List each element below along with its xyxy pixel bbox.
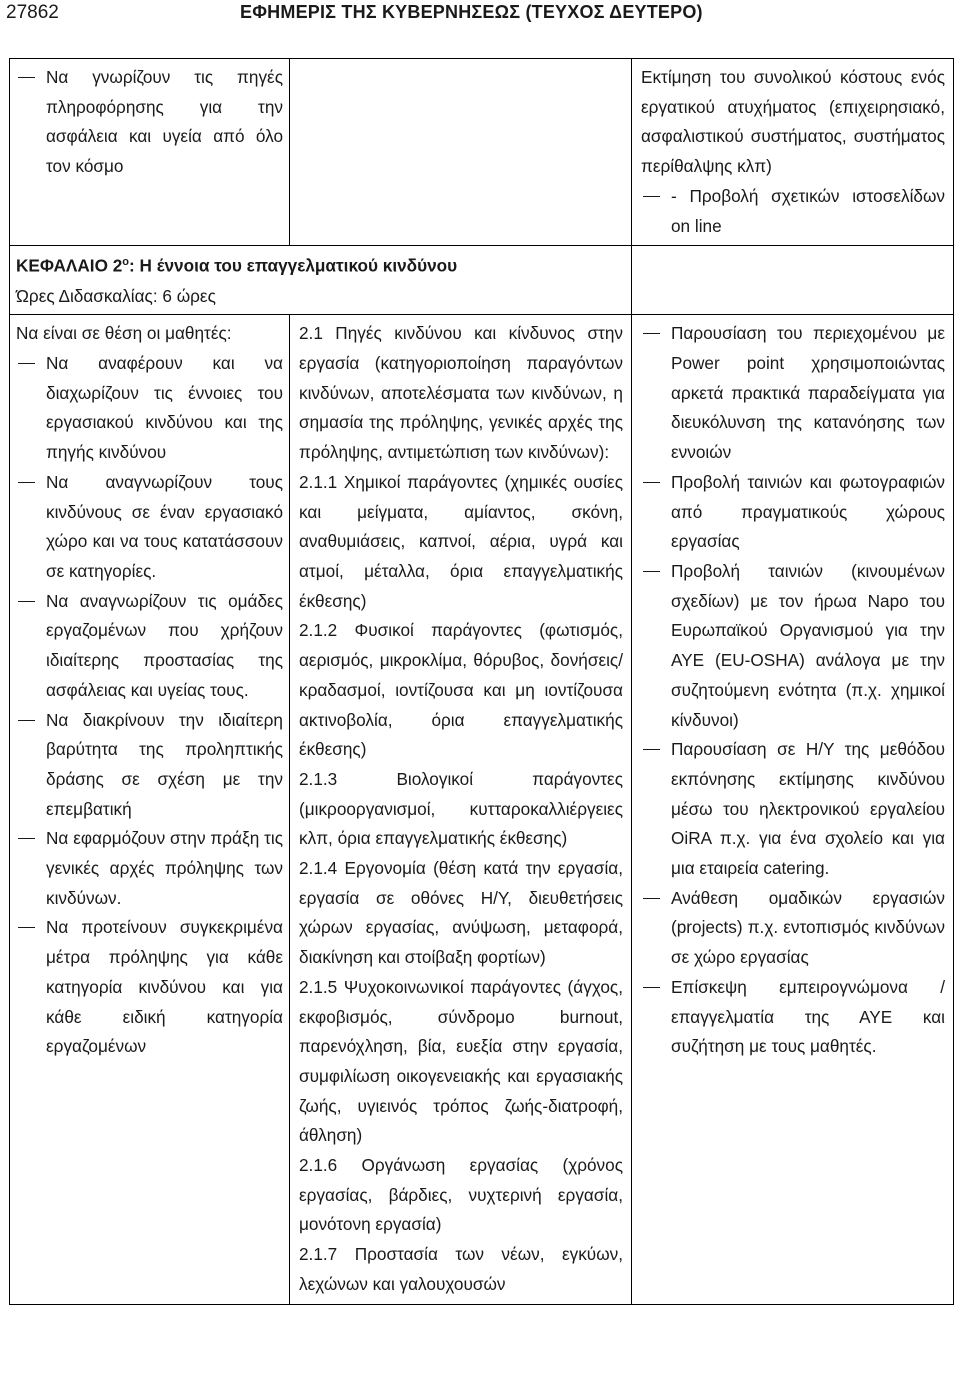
chapter-title: [16, 248, 625, 281]
list-item: Να αναγνωρίζουν τους κινδύνους σε έναν εργασιακό χώρο και να τους κατατάσσουν σε κατηγορίες.: [16, 468, 283, 587]
teaching-hours: Ώρες Διδασκαλίας: 6 ώρες: [16, 285, 216, 306]
page-number: 27862: [6, 2, 59, 23]
list-item: Προβολή ταινιών (κινουμένων σχεδίων) με τον ήρωα Napo του Ευρωπαϊκού Οργανισμού για την ΑΥΕ (EU-OSHA) ανάλογα με την συζητούμενη ενότητα (π.χ. χημικοί κίνδυνοι): [641, 557, 945, 735]
top-activities-cell: [632, 59, 954, 246]
activities-list: [641, 319, 945, 1062]
chapter-row: [10, 246, 954, 315]
content-paragraph: 2.1.5 Ψυχοκοινωνικοί παράγοντες (άγχος, εκφοβισμός, σύνδρομο burnout, παρενόχληση, βία, ευεξία στην εργασία, συμφιλίωση οικογενειακής και εργασιακής ζωής, υγιεινός τρόπος ζωής-διατροφή, άθληση): [299, 976, 623, 1146]
chapter-empty-cell: [632, 246, 954, 315]
content-cell: [290, 315, 632, 1304]
top-content-cell: [290, 59, 632, 246]
list-item: Επίσκεψη εμπειρογνώμονα /επαγγελματία της ΑΥΕ και συζήτηση με τους μαθητές.: [641, 973, 945, 1062]
list-item: Παρουσίαση του περιεχομένου με Power point χρησιμοποιώντας αρκετά πρακτικά παραδείγματα για διευκόλυνση της κατανόησης των εννοιών: [641, 319, 945, 468]
curriculum-table: [9, 58, 954, 1305]
objectives-intro: Να είναι σε θέση οι μαθητές:: [16, 323, 232, 344]
table-row-main: [10, 315, 954, 1304]
table-row-top: [10, 59, 954, 246]
chapter-heading-cell: [10, 246, 632, 315]
top-objectives-cell: [10, 59, 290, 246]
list-item: Προβολή ταινιών και φωτογραφιών από πραγματικούς χώρους εργασίας: [641, 468, 945, 557]
objectives-cell: [10, 315, 290, 1304]
list-item: - Προβολή σχετικών ιστοσελίδων on line: [641, 182, 945, 241]
cost-estimation-text: Εκτίμηση του συνολικού κόστους ενός εργατικού ατυχήματος (επιχειρησιακό, ασφαλιστικού συστήματος, συστήματος περίθαλψης κλπ): [641, 67, 945, 177]
list-item: Παρουσίαση σε Η/Υ της μεθόδου εκπόνησης εκτίμησης κινδύνου μέσω του ηλεκτρονικού εργαλείου OiRA π.χ. για ένα σχολείο και για μια εταιρεία catering.: [641, 735, 945, 884]
activities-cell: [632, 315, 954, 1304]
gazette-title: ΕΦΗΜΕΡΙΣ ΤΗΣ ΚΥΒΕΡΝΗΣΕΩΣ (ΤΕΥΧΟΣ ΔΕΥΤΕΡΟ): [240, 2, 703, 22]
list-item: Να εφαρμόζουν στην πράξη τις γενικές αρχές πρόληψης των κινδύνων.: [16, 824, 283, 913]
chapter-title-sup: ο: [122, 256, 130, 269]
chapter-title-prefix: ΚΕΦΑΛΑΙΟ 2: [16, 255, 123, 276]
page-header: [0, 0, 960, 34]
list-item: Να αναγνωρίζουν τις ομάδες εργαζομένων που χρήζουν ιδιαίτερης προστασίας της ασφάλειας και υγείας τους.: [16, 587, 283, 706]
content-paragraph: 2.1.2 Φυσικοί παράγοντες (φωτισμός, αερισμός, μικροκλίμα, θόρυβος, δονήσεις/κραδασμοί, ιοντίζουσα και μη ιοντίζουσα ακτινοβολία, όρια επαγγελματικής έκθεσης): [299, 620, 623, 760]
chapter-title-suffix: : Η έννοια του επαγγελματικού κινδύνου: [129, 255, 458, 276]
objectives-list: [16, 349, 283, 1062]
content-paragraph: 2.1.6 Οργάνωση εργασίας (χρόνος εργασίας, βάρδιες, νυχτερινή εργασία, μονότονη εργασία): [299, 1155, 623, 1235]
list-item: Να προτείνουν συγκεκριμένα μέτρα πρόληψης για κάθε κατηγορία κινδύνου και για κάθε ειδική κατηγορία εργαζομένων: [16, 913, 283, 1062]
content-paragraph: 2.1.7 Προστασία των νέων, εγκύων, λεχώνων και γαλουχουσών: [299, 1244, 623, 1294]
list-item: Να γνωρίζουν τις πηγές πληροφόρησης για την ασφάλεια και υγεία από όλο τον κόσμο: [16, 63, 283, 182]
content-paragraph: 2.1.3 Βιολογικοί παράγοντες (μικροοργανισμοί, κυτταροκαλλιέργειες κλπ, όρια επαγγελματικής έκθεσης): [299, 768, 623, 849]
content-paragraph: 2.1 Πηγές κινδύνου και κίνδυνος στην εργασία (κατηγοριοποίηση παραγόντων κινδύνων, αποτελέσματα των κινδύνων, η σημασία της πρόληψης, γενικές αρχές της πρόληψης, αντιμετώπιση των κινδύνων):: [299, 323, 623, 463]
content-paragraph: 2.1.1 Χημικοί παράγοντες (χημικές ουσίες και μείγματα, αμίαντος, σκόνη, αναθυμιάσεις, καπνοί, αέρια, υγρά και ατμοί, μέταλλα, όρια επαγγελματικής έκθεσης): [299, 471, 623, 611]
list-item: Να διακρίνουν την ιδιαίτερη βαρύτητα της προληπτικής δράσης σε σχέση με την επεμβατική: [16, 706, 283, 825]
content-paragraph: 2.1.4 Εργονομία (θέση κατά την εργασία, εργασία σε οθόνες Η/Υ, διευθετήσεις χώρων εργασίας, ανύψωση, μεταφορά, διακίνηση και στοίβαξη φορτίων): [299, 858, 623, 968]
list-item: Να αναφέρουν και να διαχωρίζουν τις έννοιες του εργασιακού κινδύνου και της πηγής κινδύνου: [16, 349, 283, 468]
list-item: Ανάθεση ομαδικών εργασιών (projects) π.χ. εντοπισμός κινδύνων σε χώρο εργασίας: [641, 884, 945, 973]
